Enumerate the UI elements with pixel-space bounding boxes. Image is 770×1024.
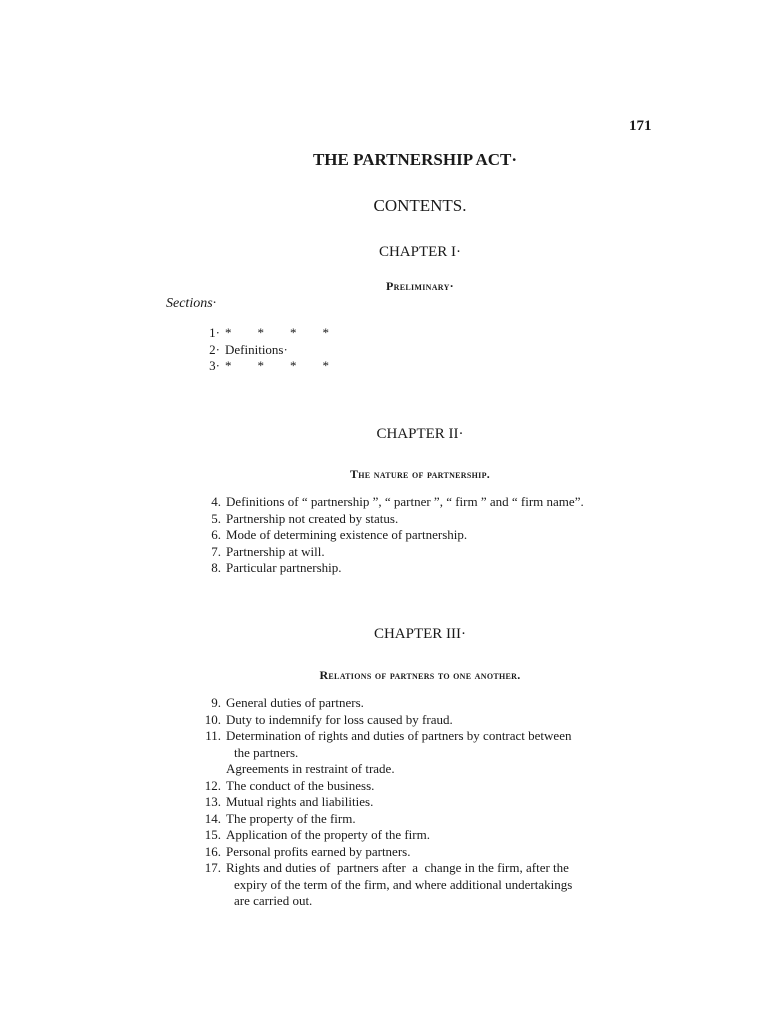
page-number: 171 [629, 118, 652, 134]
chapter-3-heading: CHAPTER III· [373, 626, 467, 642]
section-title: Definitions· [225, 341, 288, 357]
section-title: Definitions of “ partnership ”, “ partner ”, “ firm ” and “ firm name”. [226, 494, 584, 509]
section-number: 15. [204, 827, 221, 842]
section-number: 1· [209, 325, 220, 340]
list-item [198, 342, 329, 359]
section-title: Duty to indemnify for loss caused by fraud. [226, 711, 453, 727]
section-title: The conduct of the business. [226, 777, 375, 793]
section-title: Mutual rights and liabilities. [226, 794, 374, 809]
section-number: 14. [204, 810, 221, 826]
section-number: 11. [205, 728, 221, 743]
section-number: 4. [211, 494, 221, 509]
chapter-1-subheading: Preliminary· [386, 279, 454, 293]
list-item [199, 544, 584, 561]
chapter-1-heading: CHAPTER I· [378, 244, 462, 260]
list-item [199, 494, 584, 511]
section-title: Personal profits earned by partners. [226, 843, 411, 859]
chapter-2-section-list [199, 494, 584, 577]
section-title: Mode of determining existence of partnership. [226, 527, 468, 542]
section-number: 9. [211, 695, 221, 710]
section-number: 6. [211, 527, 221, 542]
list-item [196, 695, 572, 712]
section-number: 17. [204, 860, 221, 875]
list-item [196, 860, 572, 910]
chapter-2-heading: CHAPTER II· [376, 426, 464, 442]
section-number: 8. [211, 560, 221, 575]
section-title: Determination of rights and duties of partners by contract between [226, 728, 572, 743]
section-title-continuation: are carried out. [234, 893, 313, 908]
contents-heading: CONTENTS. [373, 196, 467, 215]
list-item [196, 728, 572, 761]
section-omitted-marker: * * * * [225, 325, 329, 340]
section-number: 7. [211, 543, 221, 559]
section-omitted-marker: * * * * [225, 358, 329, 373]
section-title: Partnership at will. [226, 543, 325, 559]
section-title: Particular partnership. [226, 560, 342, 575]
section-title-continuation: the partners. [234, 744, 299, 760]
section-number: 13. [204, 794, 221, 809]
section-title: Agreements in restraint of trade. [226, 761, 395, 776]
section-title: General duties of partners. [226, 695, 364, 710]
list-item [196, 811, 572, 828]
section-title-continuation: expiry of the term of the firm, and where additional undertakings [234, 876, 573, 892]
list-item [196, 761, 572, 778]
section-title: The property of the firm. [226, 810, 356, 826]
chapter-3-section-list [196, 695, 572, 910]
section-title: Application of the property of the firm. [226, 827, 430, 842]
list-item [196, 794, 572, 811]
list-item [196, 778, 572, 795]
document-title: THE PARTNERSHIP ACT· [312, 150, 518, 169]
list-item [196, 827, 572, 844]
list-item [199, 560, 584, 577]
list-item [196, 712, 572, 729]
list-item [199, 527, 584, 544]
sections-label: Sections· [166, 296, 217, 311]
list-item [198, 358, 329, 375]
section-number: 3· [209, 358, 220, 373]
section-title: Rights and duties of partners after a change in the firm, after the [226, 860, 569, 875]
chapter-2-subheading: The nature of partnership. [349, 467, 491, 481]
section-number: 2· [209, 341, 220, 357]
list-item [198, 325, 329, 342]
section-title: Partnership not created by status. [226, 510, 399, 526]
section-number: 10. [204, 711, 221, 727]
chapter-3-subheading: Relations of partners to one another. [319, 668, 521, 682]
section-number: 16. [204, 843, 221, 859]
list-item [196, 844, 572, 861]
section-number: 5. [211, 510, 221, 526]
list-item [199, 511, 584, 528]
chapter-1-section-list [198, 325, 329, 375]
section-number: 12. [204, 777, 221, 793]
